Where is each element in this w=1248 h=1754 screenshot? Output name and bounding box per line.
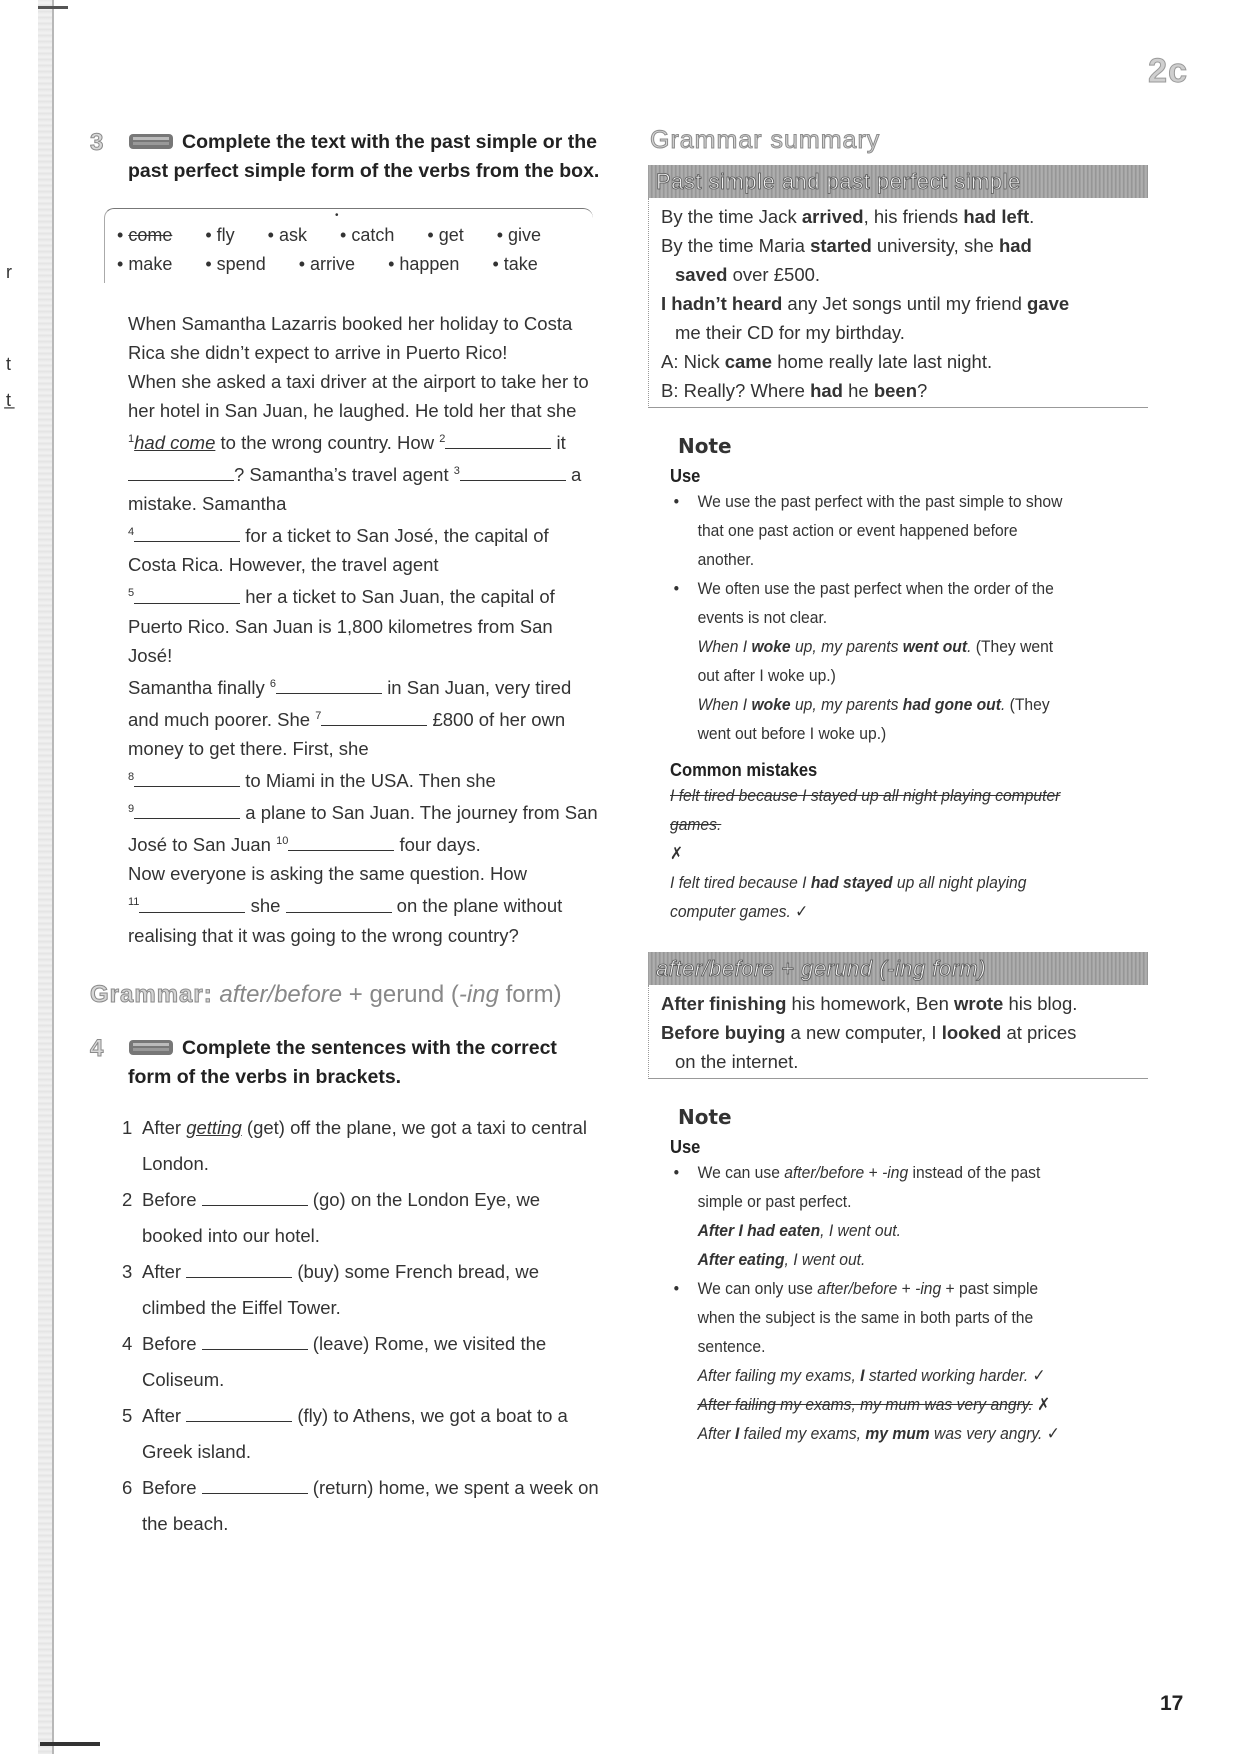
verb-item: come xyxy=(128,225,173,245)
example-answer: getting xyxy=(186,1116,242,1138)
sentence-item: 4 Before (leave) Rome, we visited the Coliseum. xyxy=(122,1332,547,1390)
story-paragraph: When Samantha Lazarris booked her holiday to Costa Rica she didn’t expect to arrive in Puerto Rico! xyxy=(128,313,573,363)
blank-2a[interactable] xyxy=(445,430,551,449)
book-spine xyxy=(38,0,52,1754)
story-paragraph: When she asked a taxi driver at the airport to take her to her hotel in San Juan, he laughed. He told her that she $^1$had come to the wrong country. How $^2$ it ? Samantha’s travel agent $^3$ a mistake. Samantha $^4$ for a ticket to San José, the capital of Costa Rica. However, the travel agent $^5$ her a ticket to San Juan, the capital of Puerto Rico. San Juan is 1,800 kilometres from San José! Samantha finally $^6$ in San Juan, very tired and much poorer. She $^7$ £800 of her own money to get there. First, she $^8$ to Miami in the USA. Then she $^9$ a plane to San Juan. The journey from San José to San Juan $^{10}$ four days. Now everyone is asking the same question. How $^{11}$ she on the plane without realising that it was going to the wrong country? xyxy=(128,371,598,946)
note-example: After I failed my exams, my mum was very angry. ✓ xyxy=(697,1424,1060,1443)
sentence-item: 6 Before (return) home, we spent a week on the beach. xyxy=(122,1476,599,1534)
blank-input[interactable] xyxy=(202,1475,308,1494)
verb-box: • • come • fly • ask • catch • get • give • make • spend • arrive • happen • take xyxy=(104,208,593,283)
blank-7[interactable] xyxy=(321,707,427,726)
blank-input[interactable] xyxy=(186,1259,292,1278)
common-mistakes-body xyxy=(670,781,1075,926)
summary-line: By the time Maria started university, she had xyxy=(661,235,1032,256)
use-label: Use xyxy=(670,466,701,486)
blank-input[interactable] xyxy=(202,1331,308,1350)
audio-cd-icon xyxy=(128,131,174,151)
note-label: Note xyxy=(678,434,732,458)
margin-glyph: r xyxy=(6,262,12,282)
summary-line: B: Really? Where had he been? xyxy=(661,380,928,401)
summary-line: me their CD for my birthday. xyxy=(675,322,905,343)
summary-line: on the internet. xyxy=(675,1051,799,1072)
note-body xyxy=(670,487,1075,748)
note-bullet: • We often use the past perfect when the order of the events is not clear. xyxy=(670,574,1075,632)
example-answer: had come xyxy=(134,432,216,454)
note-bullet: • We can use after/before + -ing instead of the past simple or past perfect. xyxy=(670,1158,1075,1216)
page-number: 17 xyxy=(1160,1692,1184,1715)
blank-2b[interactable] xyxy=(128,462,234,481)
blank-input[interactable] xyxy=(186,1403,292,1422)
blank-9[interactable] xyxy=(134,800,240,819)
verb-item: take xyxy=(503,254,538,274)
story-text xyxy=(128,309,600,950)
summary-line: A: Nick came home really late last night. xyxy=(661,351,993,372)
blank-3[interactable] xyxy=(460,462,566,481)
note-example: After failing my exams, my mum was very angry. ✗ xyxy=(697,1395,1051,1414)
exercise-number: 4 xyxy=(90,1034,104,1062)
common-mistakes-label: Common mistakes xyxy=(670,760,818,780)
grammar-heading: Grammar: after/before + gerund (-ing form) xyxy=(90,980,562,1008)
note-bullet: • We can only use after/before + -ing + past simple when the subject is the same in both parts of the sentence. xyxy=(670,1274,1075,1361)
exercise-4-sentences xyxy=(122,1110,600,1542)
corner-mark xyxy=(38,6,68,9)
note-example: After I had eaten, I went out. xyxy=(697,1221,902,1240)
right-column xyxy=(648,122,1148,1448)
blank-11a[interactable] xyxy=(139,894,245,913)
summary-line: After finishing his homework, Ben wrote his blog. xyxy=(661,993,1078,1014)
summary-examples-1 xyxy=(648,198,1148,408)
note-example: After eating, I went out. xyxy=(697,1250,866,1269)
grammar-summary-title: Grammar summary xyxy=(650,126,881,154)
sentence-item: 5 After (fly) to Athens, we got a boat to a Greek island. xyxy=(122,1404,568,1462)
verb-item: spend xyxy=(216,254,266,274)
use-label: Use xyxy=(670,1137,701,1157)
sentence-item: 2 Before (go) on the London Eye, we booked into our hotel. xyxy=(122,1188,541,1246)
verb-item: catch xyxy=(351,225,395,245)
exercise-3-instruction: Complete the text with the past simple or the past perfect simple form of the verbs from the box. xyxy=(128,131,600,182)
exercise-number: 3 xyxy=(90,129,104,156)
left-column xyxy=(90,128,600,1542)
blank-8[interactable] xyxy=(134,768,240,787)
blank-input[interactable] xyxy=(202,1187,308,1206)
verb-item: give xyxy=(508,225,542,245)
summary-banner-1: Past simple and past perfect simple xyxy=(648,165,1148,198)
verb-row-1: • come • fly • ask • catch • get • give xyxy=(117,225,542,245)
blank-10[interactable] xyxy=(288,832,394,851)
exercise-3-heading xyxy=(90,128,600,186)
note-block-2 xyxy=(670,1105,1148,1448)
margin-glyph: t xyxy=(6,354,12,374)
sentence-item: 3 After (buy) some French bread, we climbed the Eiffel Tower. xyxy=(122,1260,539,1318)
mistake-cross-icon: ✗ xyxy=(670,844,684,863)
note-body xyxy=(670,1158,1075,1448)
note-bullet: • We use the past perfect with the past simple to show that one past action or event happened before another. xyxy=(670,487,1075,574)
blank-5[interactable] xyxy=(134,585,240,604)
blank-11b[interactable] xyxy=(286,894,392,913)
summary-line: I hadn’t heard any Jet songs until my friend gave xyxy=(661,293,1070,314)
blank-4[interactable] xyxy=(134,523,240,542)
corner-mark xyxy=(40,1742,100,1746)
summary-banner-2: after/before + gerund (-ing form) xyxy=(648,952,1148,985)
verb-item: make xyxy=(128,254,173,274)
spine-edge xyxy=(52,0,54,1754)
summary-line: Before buying a new computer, I looked at prices xyxy=(661,1022,1077,1043)
note-example: When I woke up, my parents went out. (They went out after I woke up.) xyxy=(697,637,1054,685)
margin-glyph: t̲ xyxy=(6,390,12,410)
verb-item: fly xyxy=(216,225,235,245)
note-block-1 xyxy=(670,434,1148,926)
summary-examples-2 xyxy=(648,985,1148,1079)
verb-row-2: • make • spend • arrive • happen • take xyxy=(117,254,538,274)
note-example: When I woke up, my parents had gone out. (They went out before I woke up.) xyxy=(697,695,1050,743)
exercise-4-heading xyxy=(90,1034,600,1092)
blank-6[interactable] xyxy=(276,675,382,694)
mistake-wrong: I felt tired because I stayed up all night playing computer games. xyxy=(670,786,1061,834)
verb-item: happen xyxy=(399,254,460,274)
exercise-4-instruction: Complete the sentences with the correct form of the verbs in brackets. xyxy=(128,1036,557,1088)
verb-item: get xyxy=(438,225,464,245)
sentence-item: 1 After getting (get) off the plane, we got a taxi to central London. xyxy=(122,1116,587,1174)
mistake-correct: I felt tired because I had stayed up all night playing computer games. ✓ xyxy=(670,873,1027,921)
verb-item: arrive xyxy=(310,254,356,274)
note-example: After failing my exams, I started working harder. ✓ xyxy=(697,1366,1046,1385)
note-label: Note xyxy=(678,1105,732,1129)
verb-item: ask xyxy=(278,225,307,245)
summary-line: By the time Jack arrived, his friends had left. xyxy=(661,206,1035,227)
section-code: 2c xyxy=(1148,52,1188,90)
summary-line: saved over £500. xyxy=(675,264,821,285)
audio-cd-icon xyxy=(128,1037,174,1057)
